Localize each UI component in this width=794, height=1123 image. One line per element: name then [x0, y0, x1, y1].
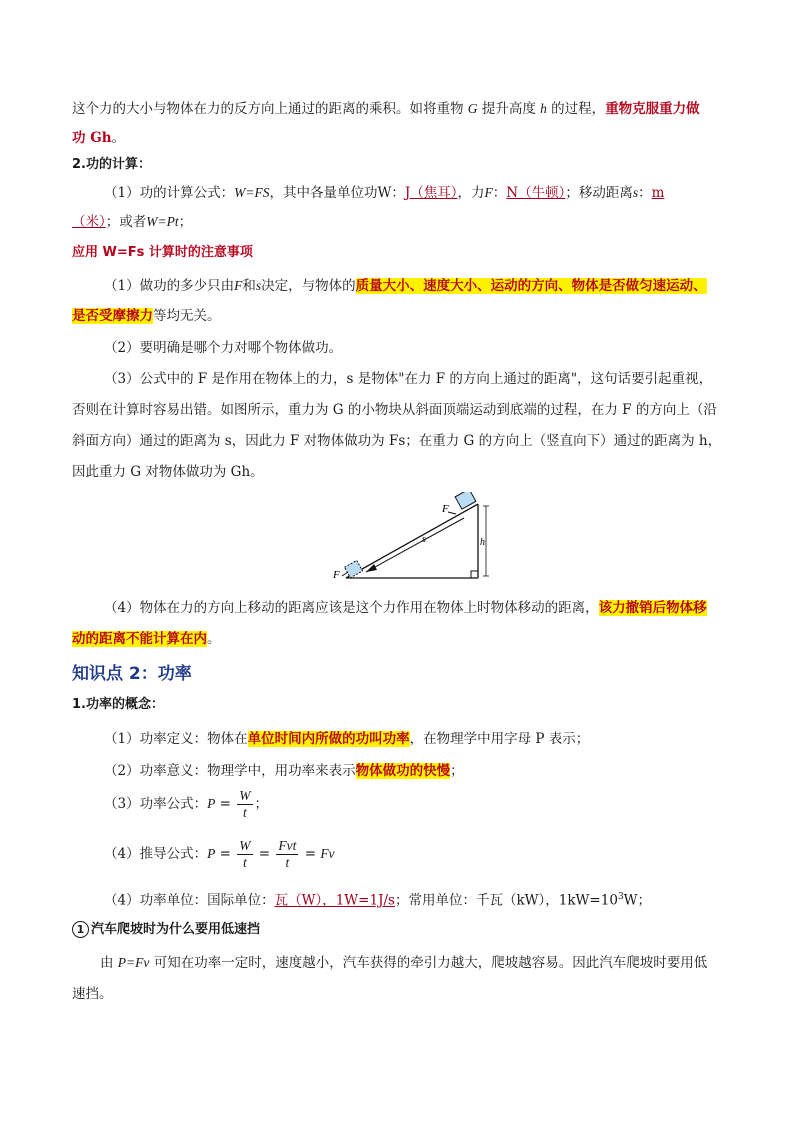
power-formula — [104, 786, 268, 822]
label-F-bottom: F — [333, 569, 340, 581]
text: （1）功率定义：物体在 — [104, 731, 248, 747]
force-arrow-top — [448, 512, 456, 514]
var-h: h — [540, 101, 547, 116]
text: ，其中各量单位功W： — [269, 185, 405, 201]
equals: = — [215, 846, 236, 862]
heading-power-concept: 1.功率的概念： — [72, 697, 164, 712]
var-F: F — [234, 278, 243, 293]
var-s: s — [255, 278, 262, 293]
text: W； — [623, 892, 652, 909]
text: 。 — [111, 130, 126, 146]
derived-formula — [104, 836, 335, 872]
highlight-text: 是否受摩擦力 — [72, 308, 153, 324]
intro-line-1 — [72, 99, 700, 119]
text: （3）功率公式： — [104, 796, 208, 812]
unit-meter-name: （米） — [72, 214, 106, 230]
var-G: G — [467, 101, 478, 116]
numerator: Fvt — [278, 838, 297, 853]
denominator: t — [285, 855, 290, 870]
circled-number: 1 — [72, 921, 89, 938]
block-bottom — [344, 560, 362, 577]
highlight-text: 物体做功的快慢 — [355, 763, 451, 779]
calc-formula-line-1 — [104, 183, 664, 203]
emphasis-text: 功 Gh — [72, 130, 112, 146]
text: 可知在功率一定时，速度越小，汽车获得的牵引力越大，爬坡越容易。因此汽车爬坡时要用低 — [149, 955, 708, 971]
intro-line-2 — [72, 128, 125, 148]
heading-work-calc: 2.功的计算： — [72, 157, 151, 172]
text: ，在物理学中用字母 P 表示； — [409, 731, 590, 747]
highlight-text: 单位时间内所做的功叫功率 — [247, 731, 410, 747]
right-angle-mark — [471, 571, 478, 578]
note-3-line-3: 斜面方向）通过的距离为 s，因此力 F 对物体做功为 Fs；在重力 G 的方向上（竖直向下）通过的距离为 h， — [72, 433, 722, 449]
unit-newton: N（牛顿） — [506, 185, 566, 201]
text: （2）功率意义：物理学中，用功率来表示 — [104, 763, 356, 779]
denominator: t — [242, 855, 247, 870]
text: ，力 — [457, 185, 485, 201]
note-2: （2）要明确是哪个力对哪个物体做功。 — [104, 340, 343, 356]
fraction-Fvt-t — [276, 838, 298, 871]
equals: = — [254, 846, 275, 862]
equals: = — [300, 846, 321, 862]
text: （1）功的计算公式： — [104, 185, 235, 201]
highlight-text: 该力撤销后物体移 — [598, 600, 707, 616]
text: （1）做功的多少只由 — [104, 278, 235, 294]
formula: W=FS — [234, 185, 270, 200]
question-text: 汽车爬坡时为什么要用低速挡 — [91, 922, 261, 937]
incline-figure — [330, 492, 500, 588]
equals: = — [215, 796, 236, 812]
answer-line-2: 速挡。 — [72, 986, 113, 1002]
text: 由 — [100, 955, 118, 971]
text: ；或者 — [105, 214, 147, 230]
power-meaning — [104, 761, 464, 781]
text: ： — [638, 185, 652, 201]
text: 等均无关。 — [153, 308, 221, 324]
unit-watt: 瓦（W），1W=1J/s — [274, 892, 395, 909]
text: ； — [450, 763, 464, 779]
incline-surface — [346, 504, 478, 578]
text: 提升高度 — [477, 101, 541, 117]
note-1-line-2 — [72, 306, 221, 326]
var-s: s — [632, 185, 639, 200]
var-F: F — [484, 185, 493, 200]
unit-joule: J（焦耳） — [404, 185, 458, 201]
note-3-line-1: （3）公式中的 F 是作用在物体上的力，s 是物体"在力 F 的方向上通过的距离"，这句话要引起重视， — [104, 371, 713, 387]
numerator: W — [239, 838, 251, 853]
text: 的过程， — [546, 101, 606, 117]
formula: P=Fv — [117, 955, 150, 970]
text: （4）功率单位：国际单位： — [104, 892, 275, 909]
power-definition — [104, 729, 589, 749]
text: 和 — [242, 278, 256, 294]
note-title: 应用 W=Fs 计算时的注意事项 — [72, 245, 253, 260]
label-s: s — [422, 534, 426, 545]
note-1-line-1 — [104, 276, 707, 296]
question-title — [72, 920, 260, 940]
unit-meter: m — [651, 185, 665, 201]
highlight-text: 质量大小、速度大小、运动的方向、物体是否做匀速运动、 — [355, 278, 707, 294]
text: 这个力的大小与物体在力的反方向上通过的距离的乘积。如将重物 — [72, 101, 468, 117]
note-3-line-2: 否则在计算时容易出错。如图所示，重力为 G 的小物块从斜面顶端运动到底端的过程，在力 F 的方向上（沿 — [72, 402, 717, 418]
text: 。 — [207, 631, 221, 647]
text: （4）推导公式： — [104, 846, 208, 862]
text: （4）物体在力的方向上移动的距离应该是这个力作用在物体上时物体移动的距离， — [104, 600, 599, 616]
s-arrow — [366, 518, 464, 572]
section-title-power: 知识点 2：功率 — [72, 664, 192, 684]
fraction-W-t — [237, 788, 252, 821]
var-P: P — [207, 796, 216, 811]
answer-line-1 — [100, 953, 707, 973]
fraction-W-t — [237, 838, 252, 871]
text: ： — [492, 185, 507, 201]
label-F-top: F — [442, 503, 449, 515]
var-P: P — [207, 846, 216, 861]
note-4-line-2 — [72, 629, 221, 649]
exponent: 3 — [617, 892, 624, 902]
calc-formula-line-2 — [72, 212, 192, 232]
text: 决定，与物体的 — [261, 278, 356, 294]
text: ； — [178, 214, 193, 230]
denominator: t — [242, 805, 247, 820]
text: ；移动距离 — [565, 185, 633, 201]
highlight-text: 动的距离不能计算在内 — [72, 631, 207, 647]
numerator: W — [239, 788, 251, 803]
note-4-line-1 — [104, 598, 707, 618]
formula: W=Pt — [146, 214, 179, 229]
force-arrow-bottom — [342, 572, 348, 576]
result-Fv: Fv — [320, 846, 335, 861]
note-3-line-4: 因此重力 G 对物体做功为 Gh。 — [72, 464, 264, 480]
label-h: h — [480, 537, 485, 548]
text: ；常用单位：千瓦（kW），1kW=10 — [394, 892, 618, 909]
text: ； — [254, 796, 268, 812]
power-units — [104, 887, 651, 911]
emphasis-text: 重物克服重力做 — [605, 101, 700, 117]
